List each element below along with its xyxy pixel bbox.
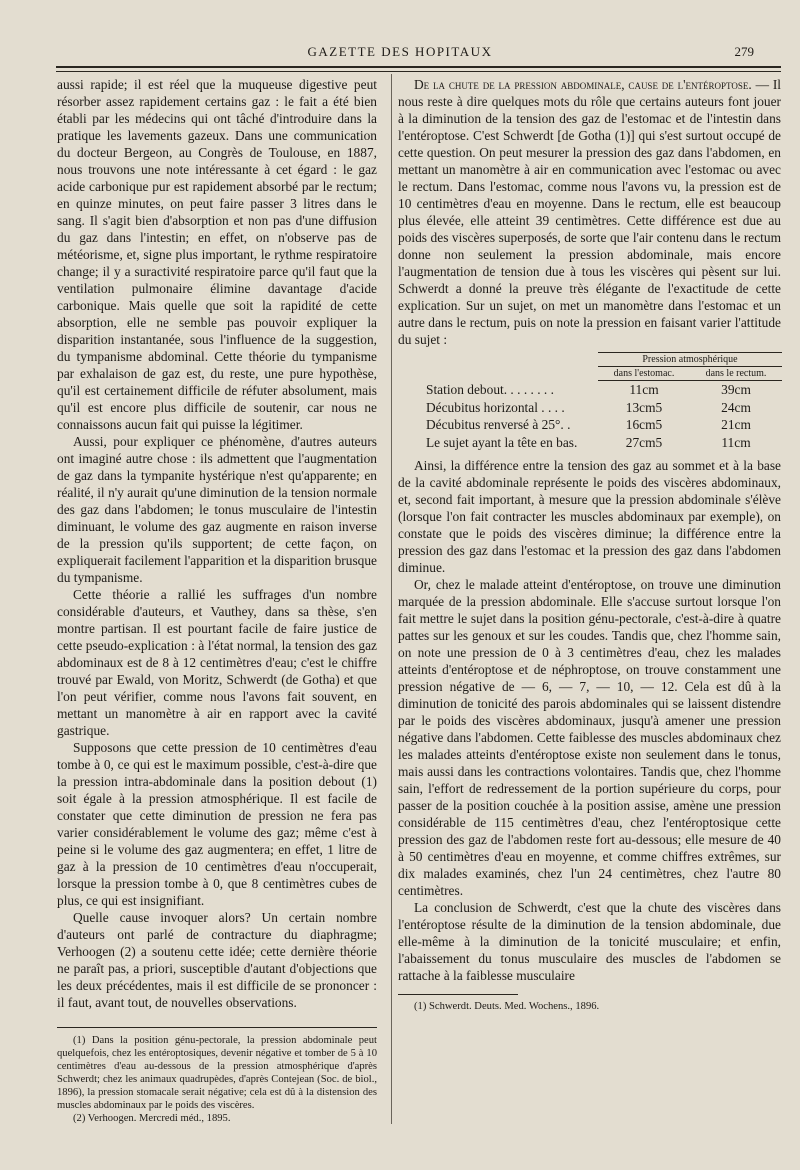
left-paragraph-5: Quelle cause invoquer alors? Un certain nombre d'auteurs ont parlé de contracture du diaphragme; Verhoogen (2) a soutenu cette idée; cette dernière théorie ne paraît pas, a priori, susceptible d'autant d'objections que les deux précédentes, mais il est difficile de se prononcer : il faut, avant tout, de nouvelles observations. [57, 910, 377, 1010]
left-paragraph-1: aussi rapide; il est réel que la muqueuse digestive peut résorber assez rapidement certains gaz : le fait a été bien établi par les médecins qui ont tâché d'introduire dans la pratique les lavements gazeux. Dans une communication du docteur Bergeon, au Congrès de Toulouse, en 1887, nous trouvons une note intéressante à cet égard : le gaz acide carbonique pur est rapidement absorbé par le rectum; en quinze minutes, on peut faire passer 3 litres dans le sang. Il s'agit bien d'absorption et non pas d'une diffusion du gaz dans l'intestin; en effet, on n'observe pas de météorisme, et, signe plus important, le rythme respiratoire change; il y a suractivité respiratoire parce qu'il faut que la ventilation pulmonaire élimine davantage d'acide carbonique. Mais quelle que soit la rapidité de cette absorption, elle ne semble pas pouvoir expliquer la disparition instantanée, sous l'influence de la suggestion, du tympanisme abdominal. Cette théorie du tympanisme par exhalaison de gaz est, du reste, une pure hypothèse, qu'il est certainement difficile de réfuter absolument, mais qu'il est encore plus difficile de soutenir, car nous ne connaissons aucun fait qui puisse la légitimer. [57, 77, 377, 432]
row-rectum: 21cm [721, 417, 751, 433]
header-rule-thick [56, 66, 781, 68]
left-column [57, 76, 377, 1125]
row-stomach: 11cm [629, 382, 659, 397]
right-paragraph-3: La conclusion de Schwerdt, c'est que la chute des viscères dans l'entéroptose résulte de la diminution de la tension abdominale, due elle-même à la diminution de la tonicité musculaire; et enfin, l'abaissement du tonus musculaire des muscles de l'abdomen se rattache à la faiblesse musculaire [398, 900, 781, 984]
page-number: 279 [734, 44, 754, 59]
table-row [412, 399, 782, 417]
table-row [412, 434, 782, 452]
left-footnote-2: (2) Verhoogen. Mercredi méd., 1895. [73, 1113, 231, 1124]
row-rectum: 24cm [721, 399, 751, 415]
column-divider [391, 74, 392, 1124]
row-stomach: 27cm5 [625, 434, 663, 450]
row-label: Station debout. . . . . . . . [426, 381, 554, 397]
pressure-table [412, 352, 782, 451]
left-footnote-1: (1) Dans la position génu-pectorale, la pression abdominale peut quelquefois, chez les entéroptosiques, devenir négative et tomber de 5 à 10 centimètres d'eau au-dessous de la pression atmosphérique d'après Schwerdt; chez les animaux quadrupèdes, d'après Contejean (Soc. de biol., 1896), la pression stomacale serait négative; cela est dû à la distension des muscles abdominaux par le poids des viscères. [57, 1035, 377, 1111]
header-rule-thin [56, 71, 781, 72]
right-paragraph-2: Or, chez le malade atteint d'entéroptose, on trouve une diminution marquée de la pression abdominale. Elle s'accuse surtout lorsque l'on fait mettre le sujet dans la position génu-pectorale, c'est-à-dire à quatre pattes sur les genoux et sur les coudes. Tandis que, chez l'homme sain, on note une pression de 0 à 3 centimètres d'eau, chez les malades atteints d'entéroptose et de néphroptose, on trouve constamment une pression négative de — 6, — 7, — 10, — 12. Cela est dû à la diminution de tonicité des parois abdominales qui se laissent distendre par le poids des viscères abdominaux, jusqu'à amener une pression négative dans l'abdomen. Cette faiblesse des muscles abdominaux chez les malades atteints d'entéroptose existe non seulement dans le tonus, mais aussi dans les contractions volontaires. Tandis que, chez l'homme sain, l'effort de redressement de la portion supérieure du corps, pour passer de la position couchée à la position assise, amène une pression considérable de 115 centimètres d'eau, chez l'entéroptosique cette pression des gaz de l'abdomen reste fort au-dessous; elle mesure de 40 à 50 centimètres d'eau en moyenne, et comme chiffres extrêmes, sur dix malades examinés, chez l'un 24 centimètres, chez l'autre 80 centimètres. [398, 577, 781, 899]
left-paragraph-2: Aussi, pour expliquer ce phénomène, d'autres auteurs ont imaginé autre chose : ils admettent que l'augmentation de gaz dans la tympanite hystérique n'est qu'apparente; en réalité, il n'y aurait qu'une diminution de la tension normale des gaz dans l'abdomen; le tonus musculaire de l'intestin diminuant, le volume des gaz augmente en raison inverse de la pression qu'ils supportent; de cette façon, on expliquerait facilement l'apparition et la disparition brusque du tympanisme. [57, 434, 377, 585]
running-head: GAZETTE DES HOPITAUX [307, 44, 493, 59]
footnote-rule-left [57, 1027, 377, 1028]
section-title: De la chute de la pression abdominale, cause de l'entéroptose. [414, 77, 752, 92]
row-rectum: 39cm [721, 382, 751, 397]
row-rectum: 11cm [721, 434, 751, 450]
right-intro-paragraph [398, 76, 781, 348]
row-label: Le sujet ayant la tête en bas. [426, 434, 578, 450]
row-stomach: 16cm5 [625, 417, 663, 433]
table-col-rectum: dans le rectum. [690, 367, 782, 381]
row-stomach: 13cm5 [625, 399, 663, 415]
right-footnote-1: (1) Schwerdt. Deuts. Med. Wochens., 1896. [414, 1001, 600, 1013]
table-header: Pression atmosphérique [598, 353, 782, 367]
row-label: Décubitus horizontal . . . . [426, 399, 565, 415]
table-row [412, 416, 782, 434]
row-label: Décubitus renversé à 25°. . [426, 417, 571, 433]
footnote-rule-right [398, 994, 518, 995]
right-column [398, 76, 781, 1013]
right-intro-text: — Il nous reste à dire quelques mots du rôle que certains auteurs font jouer à la diminution de la tension des gaz de l'estomac et de l'intestin dans l'entéroptose. C'est Schwerdt [de Gotha (1)] qui s'est surtout occupé de cette question. On peut mesurer la pression des gaz dans l'abdomen, en mettant un manomètre à air en communication avec l'estomac ou avec le rectum. Dans l'estomac, comme nous l'avons vu, la pression est de 10 centimètres d'eau en moyenne. Dans le rectum, elle est beaucoup plus élevée, elle atteint 39 centimètres. Cette différence est due au poids des viscères superposés, de sorte que l'air contenu dans le rectum donne non seulement la pression abdominale, mais encore l'augmentation de tension due à tous les viscères qui pèsent sur lui. Schwerdt a donné la preuve très élégante de l'exactitude de cette explication. Sur un sujet, on met un manomètre dans l'estomac et un autre dans le rectum, puis on note la pression en faisant varier l'attitude du sujet : [398, 77, 781, 347]
table-col-stomach: dans l'estomac. [598, 367, 690, 381]
table-row [412, 381, 782, 399]
left-paragraph-4: Supposons que cette pression de 10 centimètres d'eau tombe à 0, ce qui est le maximum possible, c'est-à-dire que la pression intra-abdominale dans la position debout (1) soit égale à la pression atmosphérique. Il est facile de constater que cette diminution de pression ne fera pas varier considérablement le volume des gaz; même c'est à peine si le volume des gaz augmentera; en effet, 1 litre de gaz à la pression de 10 centimètres d'eau n'occuperait, lorsque la pression tombe à 0, que 8 centimètres cubes de plus, ce qui est insignifiant. [57, 740, 377, 908]
left-paragraph-3: Cette théorie a rallié les suffrages d'un nombre considérable d'auteurs, et Vauthey, dans sa thèse, s'en montre partisan. Il est pourtant facile de faire justice de cette pseudo-explication : à l'état normal, la tension des gaz abdominaux est de 8 à 12 centimètres d'eau; c'est le chiffre trouvé par Ewald, von Moritz, Schwerdt (de Gotha) et que l'on peut vérifier, comme nous l'avons fait souvent, en mettant un manomètre à air en rapport avec la cavité gastrique. [57, 587, 377, 738]
right-paragraph-1: Ainsi, la différence entre la tension des gaz au sommet et à la base de la cavité abdominale représente le poids des viscères abdominaux, et, second fait important, à mesure que la pression abdominale s'élève (lorsque l'on fait contracter les muscles abdominaux par exemple), on constate que le poids des viscères diminue; la différence entre la pression des gaz dans l'estomac et la pression des gaz dans l'abdomen diminue. [398, 458, 781, 576]
